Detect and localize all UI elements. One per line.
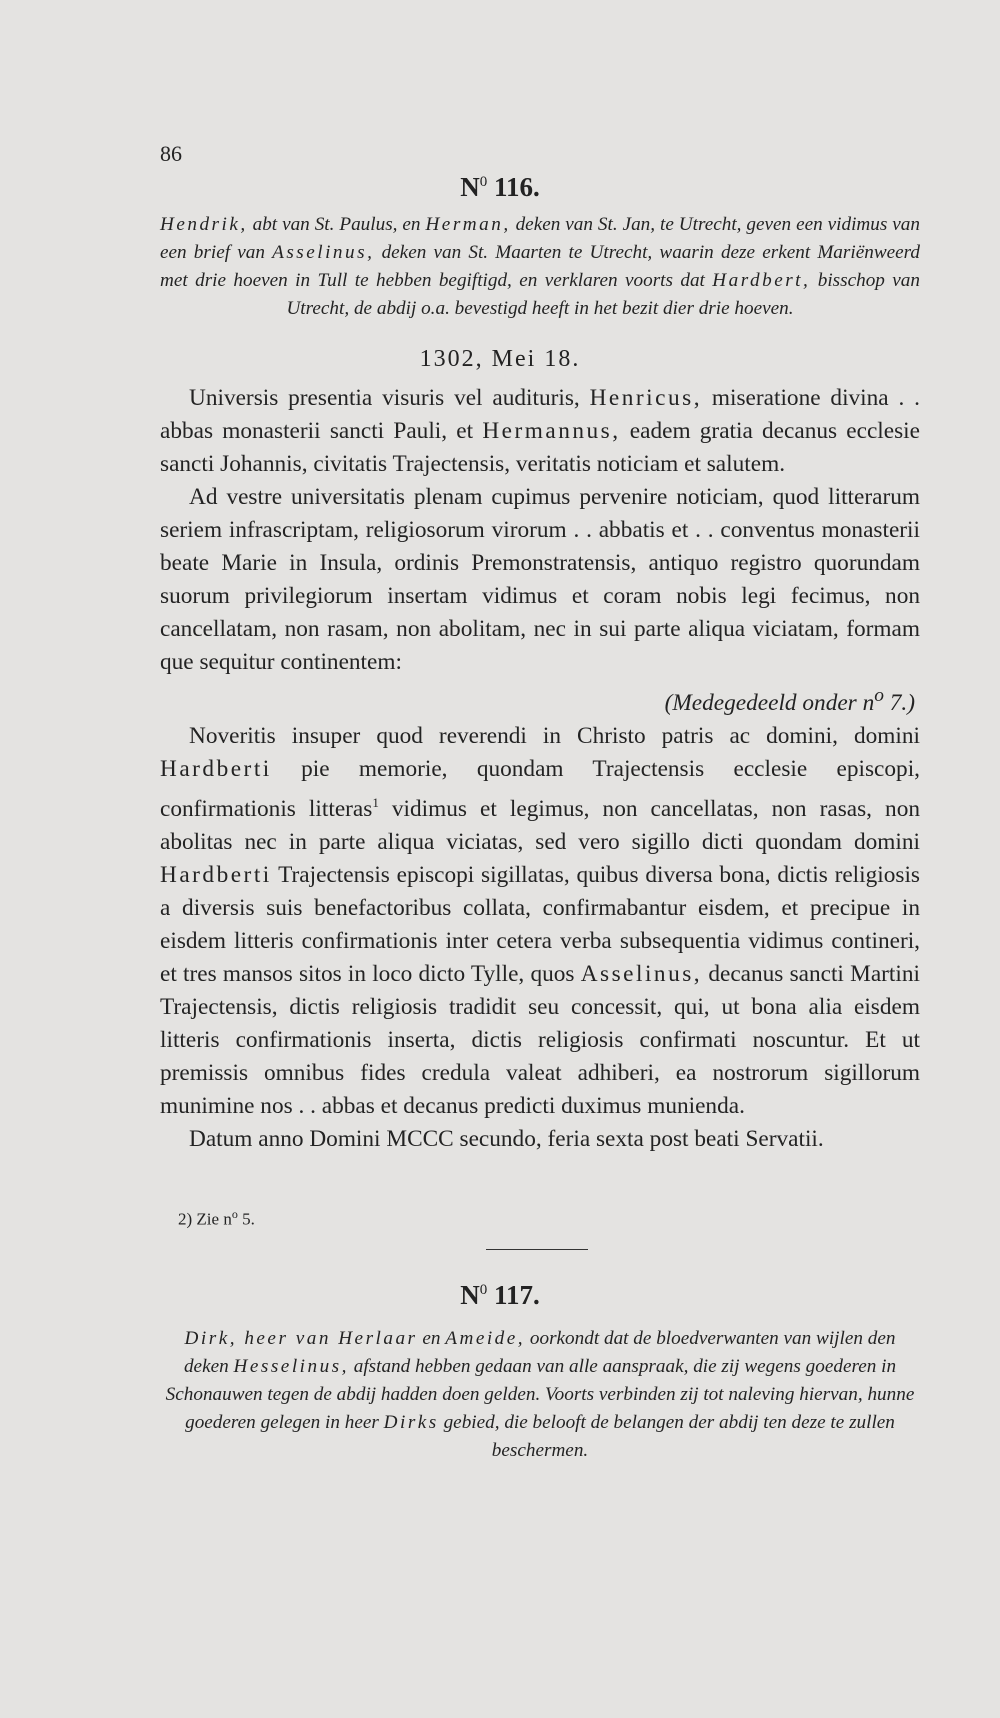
note-text: (Medegedeeld onder n: [664, 689, 875, 716]
person-name: Asselinus,: [580, 960, 703, 987]
person-name: Dirks: [383, 1412, 439, 1433]
footnote-sup: o: [231, 1207, 238, 1221]
summary-text: deken van St. Maarten te Utrecht, waarin deze erkent Mariënweerd met drie hoeven in Tull te hebben begiftigd, en verklaren voorts dat: [160, 242, 920, 291]
text-run: Universis presentia visuris vel audituris,: [189, 385, 590, 411]
summary-text: afstand hebben gedaan van alle aanspraak, die zij wegens goederen in Schonauwen tegen de abdij hadden doen gelden. Voorts verbinden zij tot naleving hiervan, hunne goederen gelegen in heer: [165, 1356, 915, 1433]
text-run: eadem gratia decanus ecclesie sancti Johannis, civitatis Trajectensis, veritatis noticiam et salutem.: [160, 418, 920, 477]
summary-text: oorkondt dat de bloedverwanten van wijlen den deken: [183, 1328, 896, 1377]
text-run: miseratione divina . . abbas monasterii sancti Pauli, et: [160, 385, 920, 444]
number-sup: 0: [479, 174, 488, 190]
number-value: 116.: [493, 172, 540, 202]
footnote: [178, 1207, 255, 1230]
person-name: Hardberti: [160, 861, 272, 888]
person-name: Asselinus,: [272, 242, 375, 263]
page-number: 86: [160, 141, 182, 166]
separator-rule: [486, 1249, 588, 1250]
person-name: Hermannus,: [482, 418, 621, 444]
summary-text: bisschop van Utrecht, de abdij o.a. bevestigd heeft in het bezit dier drie hoeven.: [286, 270, 920, 319]
text-run: pie memorie, quondam Trajectensis ecclesie episcopi, confirmationis litteras: [160, 755, 920, 822]
summary-text: abt van St. Paulus, en: [247, 214, 426, 235]
note-text: 7.): [883, 689, 915, 716]
number-prefix: N: [460, 1280, 480, 1310]
place-name: Ameide,: [445, 1328, 526, 1349]
footnote-text: Zie n: [192, 1209, 232, 1229]
text-run: Noveritis insuper quod reverendi in Christo patris ac domini, domini: [189, 722, 920, 749]
charter-date: 1302, Mei 18.: [419, 346, 581, 372]
summary-116: [160, 211, 920, 323]
number-prefix: N: [460, 172, 480, 202]
person-name: Hardbert,: [712, 270, 811, 291]
footnote-mark: 2): [178, 1209, 193, 1229]
footnote-text: 5.: [237, 1209, 255, 1229]
summary-text: en: [417, 1328, 446, 1349]
paragraph-2: Ad vestre universitatis plenam cupimus pervenire noticiam, quod litterarum seriem infrascriptam, religiosorum virorum . . abbatis et . . conventus monasterii beate Marie in Insula, ordinis Premonstratensis, antiquo registro quorundam suorum privilegiorum insertam vidimus et coram nobis legi fecimus, non cancellatam, non rasam, non abolitam, nec in sui parte aliqua viciatam, formam que sequitur continentem:: [160, 484, 920, 675]
person-name: Dirk,: [184, 1328, 238, 1349]
summary-text: gebied, die belooft de belangen der abdij ten deze te zullen beschermen.: [438, 1412, 895, 1461]
charter-text: [160, 382, 920, 1156]
summary-117: [160, 1325, 920, 1465]
paragraph-4: Datum anno Domini MCCC secundo, feria sexta post beati Servatii.: [189, 1125, 824, 1152]
number-sup: 0: [479, 1282, 488, 1298]
text-run: Trajectensis episcopi sigillatas, quibus diversa bona, dictis religiosis a diversis suis benefactoribus collata, confirmabantur eisdem, et precipue in eisdem litteris confirmationis inter cetera verba subsequentia vidimus contineri, et tres mansos sitos in loco dicto Tylle, quos: [160, 861, 920, 987]
number-value: 117.: [493, 1280, 540, 1310]
text-run: vidimus et legimus, non cancellatas, non rasas, non abolitas nec in parte aliqua viciatas, sed vero sigillo dicti quondam domini: [160, 795, 920, 855]
person-name: Henricus,: [589, 385, 703, 411]
paragraph-1: [160, 382, 920, 481]
summary-text: deken van St. Jan, te Utrecht, geven een vidimus van een brief van: [160, 214, 920, 263]
text-run: decanus sancti Martini Trajectensis, dictis religiosis tradidit seu concessit, qui, ut bona alia eisdem litteris confirmationis inserta, dictis religiosis confirmati noscuntur. Et ut premissis omnibus fides credula valeat adhiberi, ea nostrorum sigillorum munimine nos . . abbas et decanus predicti duximus munienda.: [160, 960, 920, 1119]
editorial-note: [160, 679, 920, 720]
person-name: Hardberti: [160, 755, 272, 782]
person-name: Hendrik,: [160, 214, 248, 235]
person-name: Hesselinus,: [233, 1356, 349, 1377]
person-name: Herman,: [425, 214, 511, 235]
paragraph-3: [160, 720, 920, 1123]
note-sup: o: [874, 685, 884, 706]
document-number-117: [0, 1280, 1000, 1311]
footnote-reference: 1: [372, 794, 379, 810]
place-name: van Herlaar: [295, 1328, 418, 1349]
summary-text: heer: [237, 1328, 296, 1349]
document-number-116: [0, 172, 1000, 203]
